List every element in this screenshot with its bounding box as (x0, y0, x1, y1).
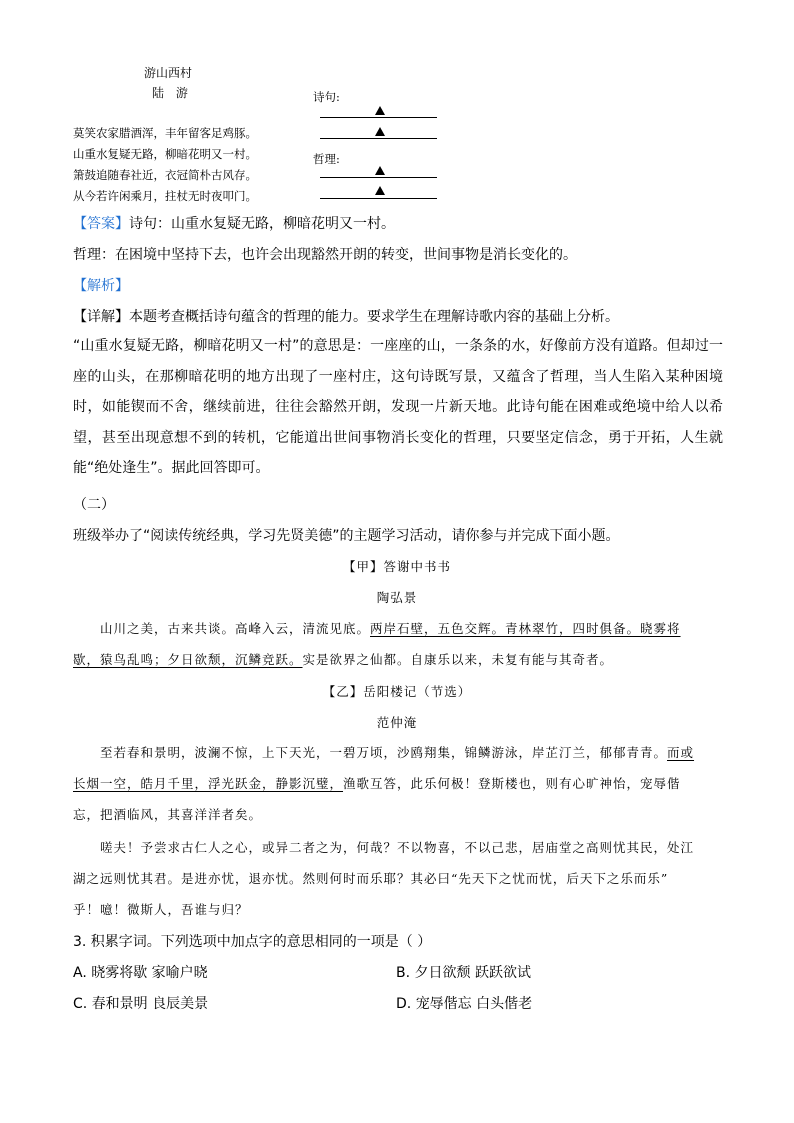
answer-poem-line (73, 213, 395, 233)
text-b-line-2 (73, 774, 681, 792)
section-label: （二） (73, 497, 115, 513)
answer-tag: 【答案】 (73, 216, 129, 232)
text-b-title: 【乙】岳阳楼记（节选） (322, 684, 472, 699)
analysis-tag: 【解析】 (73, 278, 129, 294)
poem-author: 陆 游 (152, 86, 192, 100)
text-b-line-6: 乎！噫！微斯人，吾谁与归？ (73, 902, 249, 917)
text-a-segment: 实是欲界之仙都。自康乐以来，未复有能与其奇者。 (302, 652, 614, 667)
option-text: 晓雾将歇 家喻户晓 (91, 965, 208, 981)
option-letter: A. (73, 965, 87, 981)
text-a-author: 陶弘景 (376, 590, 418, 605)
text-b-line-5: 湖之远则忧其君。是进亦忧，退亦忧。然则何时而乐耶？其必曰“先天下之忧而忧，后天下之乐而乐” (73, 871, 669, 886)
text-b-line-1 (100, 743, 694, 761)
analysis-paragraph: “山重水复疑无路，柳暗花明又一村”的意思是：一座座的山，一条条的水，好像前方没有道路。但却过一座的山头，在那柳暗花明的地方出现了一座村庄，这句诗既写景，又蕴含了哲理，当人生陷入某种困境时，如能锲而不舍，继续前进，往往会豁然开朗，发现一片新天地。此诗句能在困难或绝境中给人以希望，甚至出现意想不到的转机，它能道出世间事物消长变化的哲理，只要坚定信念，勇于开拓，人生就能“绝处逢生”。据此回答即可。 (73, 338, 723, 476)
philosophy-answer-line-1[interactable] (320, 177, 437, 178)
triangle-marker-icon (375, 106, 385, 115)
detail-line (73, 306, 619, 326)
poem-line: 山重水复疑无路，柳暗花明又一村。 (73, 147, 257, 161)
option-text: 春和景明 良辰美景 (91, 996, 209, 1012)
question-stem: 3. 积累字词。下列选项中加点字的意思相同的一项是（ ） (73, 934, 432, 950)
text-a-line-1 (100, 619, 681, 637)
detail-text: 本题考查概括诗句蕴含的哲理的能力。要求学生在理解诗歌内容的基础上分析。 (129, 309, 619, 325)
text-a-title: 【甲】答谢中书书 (342, 559, 451, 574)
poem-answer-label: 诗句: (313, 90, 340, 104)
option-d[interactable] (396, 993, 532, 1013)
triangle-marker-icon (375, 186, 385, 195)
answer-philosophy-text: 哲理：在困境中坚持下去，也许会出现豁然开朗的转变，世间事物是消长变化的。 (73, 247, 577, 263)
text-b-line-4: 嗟夫！予尝求古仁人之心，或异二者之为，何哉？不以物喜，不以己悲，居庙堂之高则忧其民，处江 (100, 840, 695, 855)
section-intro: 班级举办了“阅读传统经典，学习先贤美德”的主题学习活动，请你参与并完成下面小题。 (73, 528, 620, 544)
text-b-line-3: 忘，把酒临风，其喜洋洋者矣。 (73, 807, 263, 822)
option-text: 夕日欲颓 跃跃欲试 (414, 965, 531, 981)
text-b-segment: 渔歌互答，此乐何极！登斯楼也，则有心旷神怡，宠辱偕 (343, 776, 681, 791)
answer-poem-text: 诗句：山重水复疑无路，柳暗花明又一村。 (129, 216, 395, 232)
poem-title: 游山西村 (144, 66, 193, 80)
philosophy-answer-label: 哲理: (313, 152, 340, 166)
option-letter: B. (396, 965, 411, 981)
text-b-author: 范仲淹 (376, 715, 418, 730)
option-letter: C. (73, 996, 88, 1012)
text-b-underlined: 而或 (667, 745, 695, 760)
poem-answer-line-2[interactable] (320, 138, 437, 139)
poem-line: 莫笑农家腊酒浑，丰年留客足鸡豚。 (73, 126, 257, 140)
option-letter: D. (396, 996, 412, 1012)
triangle-marker-icon (375, 127, 385, 136)
text-a-underlined: 两岸石壁，五色交辉。青林翠竹，四时俱备。晓雾将 (370, 621, 681, 636)
poem-line: 从今若许闲乘月，拄杖无时夜叩门。 (73, 189, 257, 203)
option-c[interactable] (73, 993, 208, 1013)
philosophy-answer-line-2[interactable] (320, 198, 437, 199)
text-a-underlined: 歇，猿鸟乱鸣；夕日欲颓，沉鳞竞跃。 (73, 652, 303, 667)
poem-line: 箫鼓追随春社近，衣冠简朴古风存。 (73, 168, 257, 182)
poem-answer-line-1[interactable] (320, 117, 437, 118)
option-a[interactable] (73, 962, 208, 982)
text-b-segment: 至若春和景明，波澜不惊，上下天光，一碧万顷，沙鸥翔集，锦鳞游泳，岸芷汀兰，郁郁青青。 (100, 745, 668, 760)
triangle-marker-icon (375, 166, 385, 175)
text-b-underlined: 长烟一空，皓月千里，浮光跃金，静影沉璧， (73, 776, 344, 791)
text-a-line-2 (73, 650, 613, 668)
option-text: 宠辱偕忘 白头偕老 (415, 996, 533, 1012)
detail-tag: 【详解】 (73, 309, 129, 325)
option-b[interactable] (396, 962, 531, 982)
text-a-segment: 山川之美，古来共谈。高峰入云，清流见底。 (100, 621, 371, 636)
